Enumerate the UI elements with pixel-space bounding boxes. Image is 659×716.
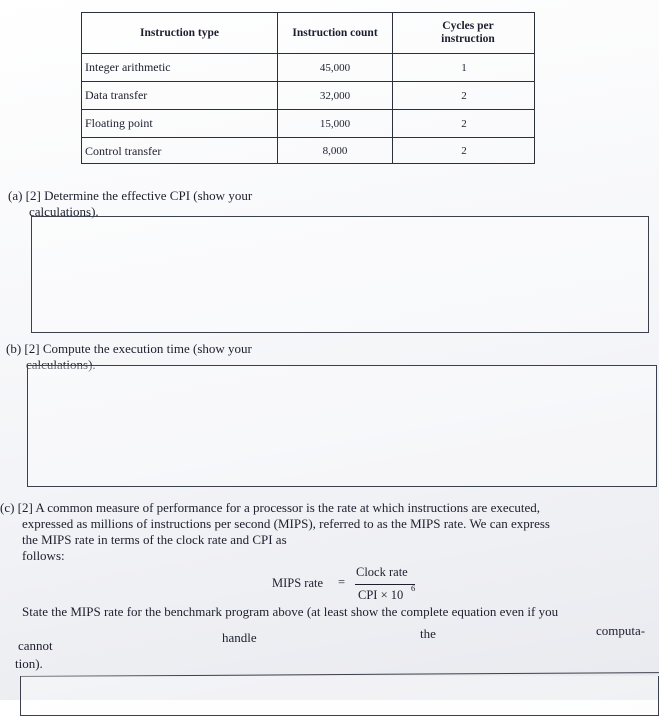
instruction-table (81, 12, 535, 164)
row-type: Control transfer (85, 143, 162, 158)
answer-box-c[interactable] (20, 676, 659, 716)
fraction-bar (355, 584, 415, 585)
question-b-line1: (b) [2] Compute the execution time (show your (6, 341, 252, 356)
table-row (82, 53, 534, 81)
row-type: Integer arithmetic (85, 60, 171, 74)
row-cpi: 2 (461, 89, 467, 102)
question-c-line4: follows: (22, 548, 65, 563)
table-row (82, 137, 534, 164)
header-instruction-type: Instruction type (140, 26, 219, 39)
word-tion: tion). (15, 656, 43, 671)
formula-exponent: 6 (411, 583, 416, 593)
question-c-line3: the MIPS rate in terms of the clock rate and CPI as (22, 532, 287, 547)
row-type: Data transfer (85, 88, 148, 102)
question-a-line1: (a) [2] Determine the effective CPI (show your (8, 188, 253, 203)
row-count: 32,000 (319, 89, 351, 102)
header-instruction-count: Instruction count (292, 26, 378, 39)
question-c-line2: expressed as millions of instructions per second (MIPS), referred to as the MIPS rate. We can express (22, 516, 550, 531)
row-cpi: 2 (461, 145, 467, 157)
row-type: Floating point (85, 116, 153, 130)
formula-equals: = (338, 575, 346, 589)
formula-numerator: Clock rate (356, 565, 408, 579)
question-b-line2: calculations). (26, 357, 96, 372)
question-c-instruction: State the MIPS rate for the benchmark program above (at least show the complete equation even if you (22, 604, 559, 619)
word-computa: computa- (596, 623, 646, 638)
word-cannot: cannot (18, 638, 53, 653)
table-row (82, 81, 534, 109)
row-cpi: 2 (461, 117, 467, 130)
row-count: 8,000 (322, 145, 348, 157)
row-count: 15,000 (319, 117, 351, 130)
answer-box-a[interactable] (31, 216, 649, 333)
header-cycles-per-instruction: Cycles per instruction (441, 20, 495, 45)
answer-box-b[interactable] (27, 365, 657, 487)
formula-denominator: CPI × 10 (358, 588, 404, 602)
formula-lhs: MIPS rate (272, 576, 324, 590)
question-c-line1: (c) [2] A common measure of performance for a processor is the rate at which instructions are executed, (0, 500, 541, 515)
row-cpi: 1 (461, 61, 467, 74)
question-a-line2: calculations). (29, 204, 99, 219)
word-handle: handle (222, 630, 257, 645)
row-count: 45,000 (319, 61, 351, 74)
table-row (82, 109, 534, 137)
word-the: the (420, 626, 436, 641)
